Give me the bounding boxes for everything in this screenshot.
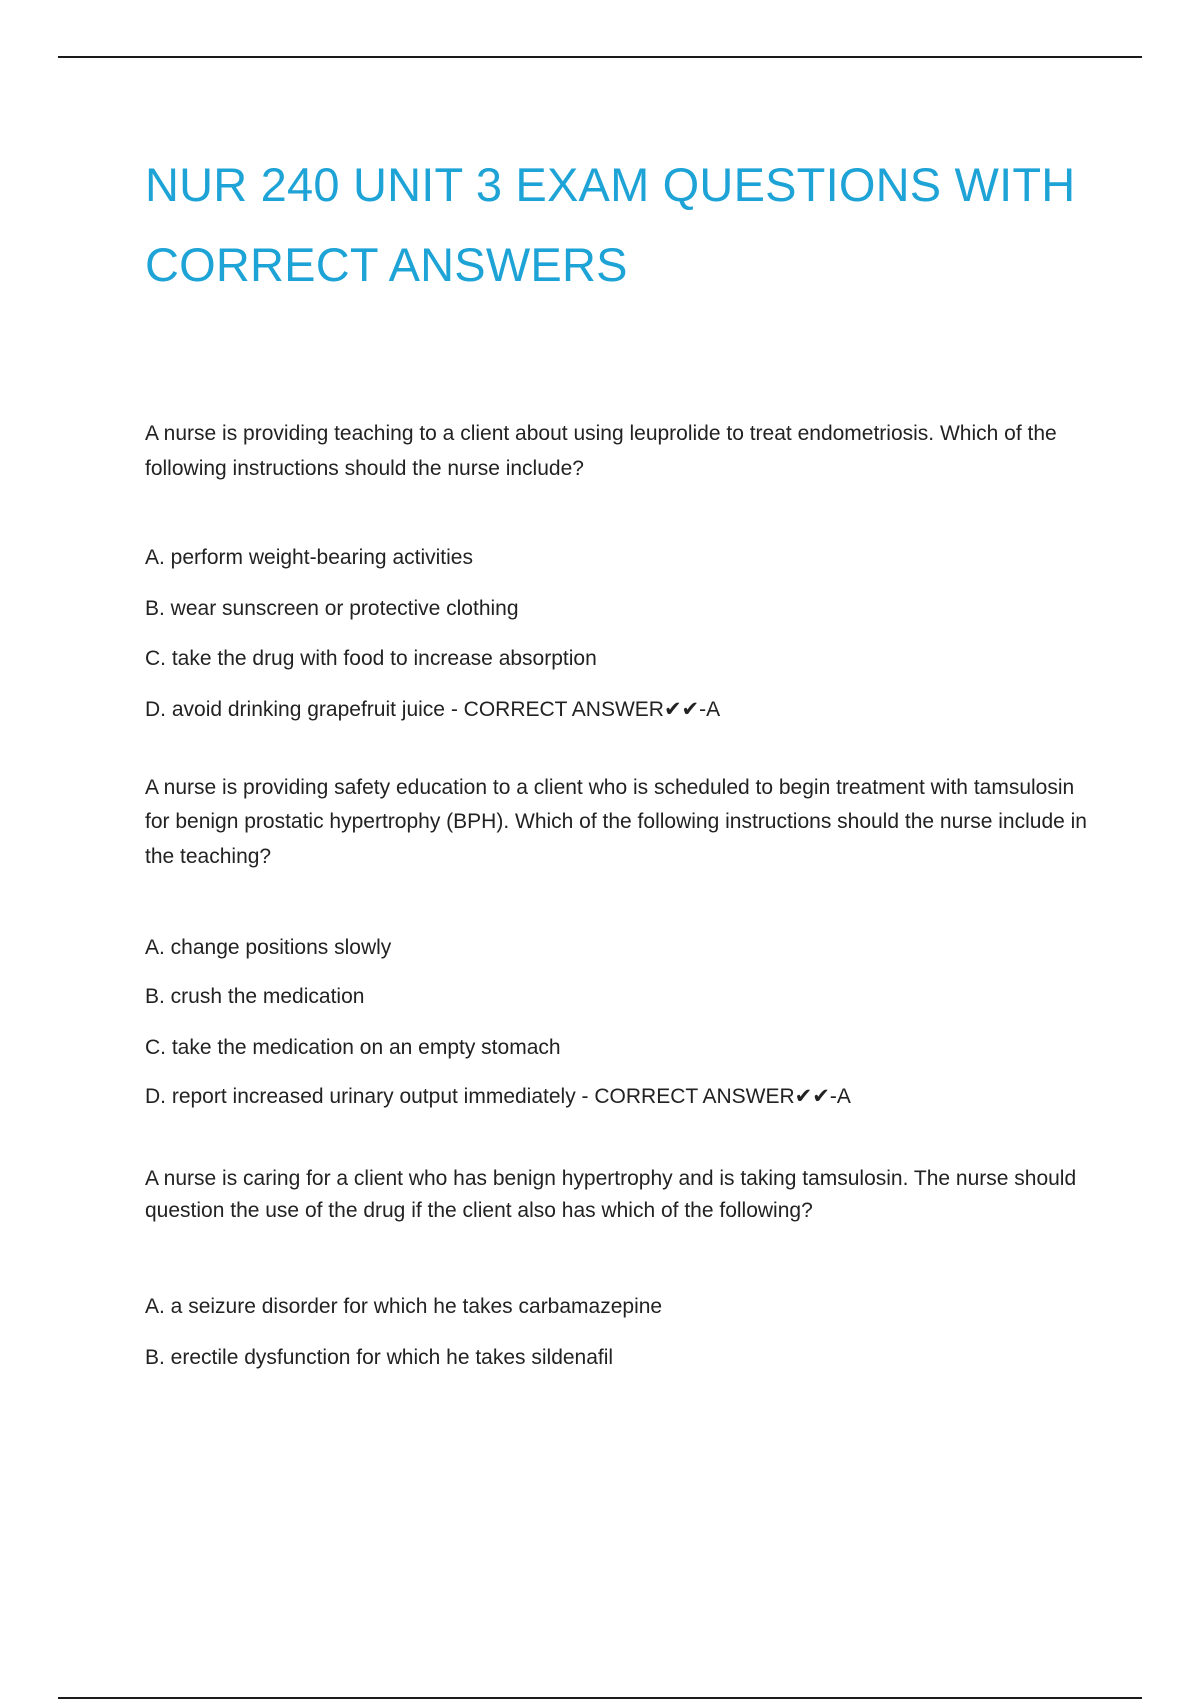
question-2-option-c: C. take the medication on an empty stomach bbox=[145, 1036, 561, 1059]
question-3-option-b: B. erectile dysfunction for which he takes sildenafil bbox=[145, 1345, 614, 1369]
question-1-text: A nurse is providing teaching to a client about using leuprolide to treat endometriosis. Which of the following instructions should the nurse include? bbox=[145, 422, 1057, 480]
question-2-option-a: A. change positions slowly bbox=[145, 936, 392, 959]
question-3-text: A nurse is caring for a client who has benign hypertrophy and is taking tamsulosin. The nurse should question the use of the drug if the client also has which of the following? bbox=[145, 1167, 1077, 1222]
bottom-rule bbox=[58, 1697, 1142, 1699]
question-2-text: A nurse is providing safety education to a client who is scheduled to begin treatment with tamsulosin for benign prostatic hypertrophy (BPH). Which of the following instructions should the nurse include in the teaching? bbox=[145, 775, 1087, 868]
question-1-option-c: C. take the drug with food to increase absorption bbox=[145, 647, 597, 670]
question-2-option-b: B. crush the medication bbox=[145, 985, 365, 1008]
question-1-option-b: B. wear sunscreen or protective clothing bbox=[145, 596, 519, 620]
document-body bbox=[145, 145, 1090, 1394]
question-3-options bbox=[145, 1293, 1090, 1372]
question-1-option-d: D. avoid drinking grapefruit juice - CORRECT ANSWER✔✔-A bbox=[145, 697, 721, 721]
top-rule bbox=[58, 56, 1142, 58]
question-1-option-a: A. perform weight-bearing activities bbox=[145, 546, 473, 569]
question-3-option-a: A. a seizure disorder for which he takes carbamazepine bbox=[145, 1295, 663, 1318]
question-1-options bbox=[145, 544, 1090, 724]
document-title: NUR 240 UNIT 3 EXAM QUESTIONS WITH CORRECT ANSWERS bbox=[145, 158, 1076, 291]
question-2-options bbox=[145, 934, 1090, 1111]
question-2-option-d: D. report increased urinary output immediately - CORRECT ANSWER✔✔-A bbox=[145, 1085, 851, 1108]
